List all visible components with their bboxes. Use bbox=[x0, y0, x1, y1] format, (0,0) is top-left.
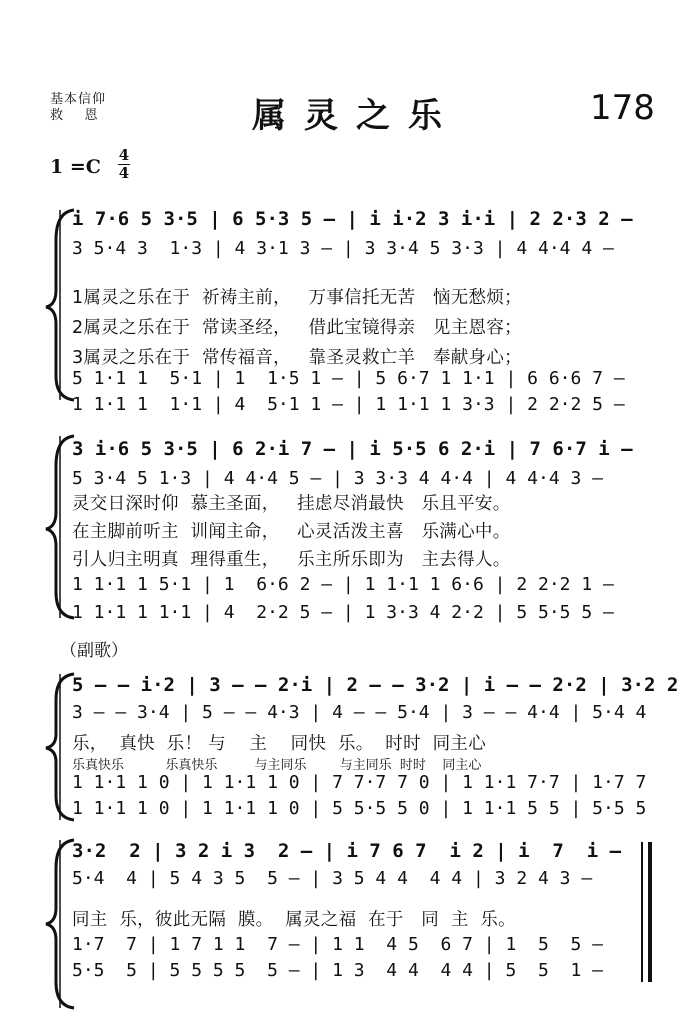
category-line-1: 基本信仰 bbox=[50, 92, 107, 107]
score-system-4 bbox=[0, 836, 700, 1016]
soprano-line: i 7·6 5 3·5 | 6 5·3 5 – | i i·2 3 i·i | 2 2·3 2 – bbox=[72, 208, 633, 230]
category-label bbox=[50, 92, 106, 124]
score-system-2 bbox=[0, 432, 700, 622]
tenor-line: 1 1·1 1 5·1 | 1 6·6 2 – | 1 1·1 1 6·6 | 2 2·2 1 – bbox=[72, 574, 614, 595]
bass-line: 1 1·1 1 1·1 | 4 2·2 5 – | 1 3·3 4 2·2 | 5 5·5 5 – bbox=[72, 602, 614, 623]
time-signature-top: 4 bbox=[118, 146, 130, 164]
key-signature: 1 =C bbox=[50, 156, 101, 178]
lyric-verse-1: 1属灵之乐在于 祈祷主前， 万事信托无苦 恼无愁烦； bbox=[72, 288, 522, 308]
lyric-verse-2: 在主脚前听主 训闻主命， 心灵活泼主喜 乐满心中。 bbox=[72, 522, 511, 542]
lyric-echo: 乐真快乐 乐真快乐 与主同乐 与主同乐 时时 同主心 bbox=[72, 758, 482, 773]
soprano-line: 3 i·6 5 3·5 | 6 2·i 7 – | i 5·5 6 2·i | 7 6·7 i – bbox=[72, 438, 633, 460]
category-line-2: 救 恩 bbox=[50, 108, 99, 123]
hymn-number: 178 bbox=[590, 88, 655, 128]
score-system-1 bbox=[0, 200, 700, 415]
lyric-verse-2: 2属灵之乐在于 常读圣经， 借此宝镜得亲 见主恩容； bbox=[72, 318, 522, 338]
bass-line: 5·5 5 | 5 5 5 5 5 – | 1 3 4 4 4 4 | 5 5 1 – bbox=[72, 960, 604, 981]
lyric-verse-3: 引人归主明真 理得重生， 乐主所乐即为 主去得人。 bbox=[72, 550, 511, 570]
alto-line: 5·4 4 | 5 4 3 5 5 – | 3 5 4 4 4 4 | 3 2 4 3 – bbox=[72, 868, 593, 889]
final-thin-barline bbox=[641, 842, 643, 982]
tenor-line: 1 1·1 1 0 | 1 1·1 1 0 | 7 7·7 7 0 | 1 1·1 7·7 | 1·7 7 bbox=[72, 772, 647, 793]
score-system-3 bbox=[0, 668, 700, 828]
alto-line: 5 3·4 5 1·3 | 4 4·4 5 – | 3 3·3 4 4·4 | 4 4·4 3 – bbox=[72, 468, 604, 489]
alto-line: 3 5·4 3 1·3 | 4 3·1 3 – | 3 3·4 5 3·3 | 4 4·4 4 – bbox=[72, 238, 614, 259]
lyric-verse-3: 3属灵之乐在于 常传福音， 靠圣灵救亡羊 奉献身心； bbox=[72, 348, 522, 368]
alto-line: 3 – – 3·4 | 5 – – 4·3 | 4 – – 5·4 | 3 – – 4·4 | 5·4 4 bbox=[72, 702, 647, 723]
soprano-line: 5 – – i·2 | 3 – – 2·i | 2 – – 3·2 | i – – 2·2 | 3·2 2 bbox=[72, 674, 679, 696]
brace-icon bbox=[26, 200, 66, 410]
brace-icon bbox=[26, 432, 66, 622]
lyric-refrain: 同主 乐，彼此无隔 膜。 属灵之福 在于 同 主 乐。 bbox=[72, 910, 516, 930]
final-barline bbox=[648, 842, 652, 982]
time-signature-bottom: 4 bbox=[118, 164, 130, 182]
brace-icon bbox=[26, 668, 66, 828]
time-signature bbox=[118, 148, 130, 181]
refrain-label: （副歌） bbox=[60, 641, 128, 661]
hymn-title: 属灵之乐 bbox=[252, 96, 460, 136]
brace-icon bbox=[26, 836, 66, 1016]
lyric-refrain: 乐， 真快 乐！ 与 主 同快 乐。 时时 同主心 bbox=[72, 734, 486, 754]
lyric-verse-1: 灵交日深时仰 慕主圣面， 挂虑尽消最快 乐且平安。 bbox=[72, 494, 511, 514]
tenor-line: 5 1·1 1 5·1 | 1 1·5 1 – | 5 6·7 1 1·1 | 6 6·6 7 – bbox=[72, 368, 625, 389]
bass-line: 1 1·1 1 0 | 1 1·1 1 0 | 5 5·5 5 0 | 1 1·1 5 5 | 5·5 5 bbox=[72, 798, 647, 819]
bass-line: 1 1·1 1 1·1 | 4 5·1 1 – | 1 1·1 1 3·3 | 2 2·2 5 – bbox=[72, 394, 625, 415]
soprano-line: 3·2 2 | 3 2 i 3 2 – | i 7 6 7 i 2 | i 7 i – bbox=[72, 840, 622, 862]
tenor-line: 1·7 7 | 1 7 1 1 7 – | 1 1 4 5 6 7 | 1 5 5 – bbox=[72, 934, 604, 955]
